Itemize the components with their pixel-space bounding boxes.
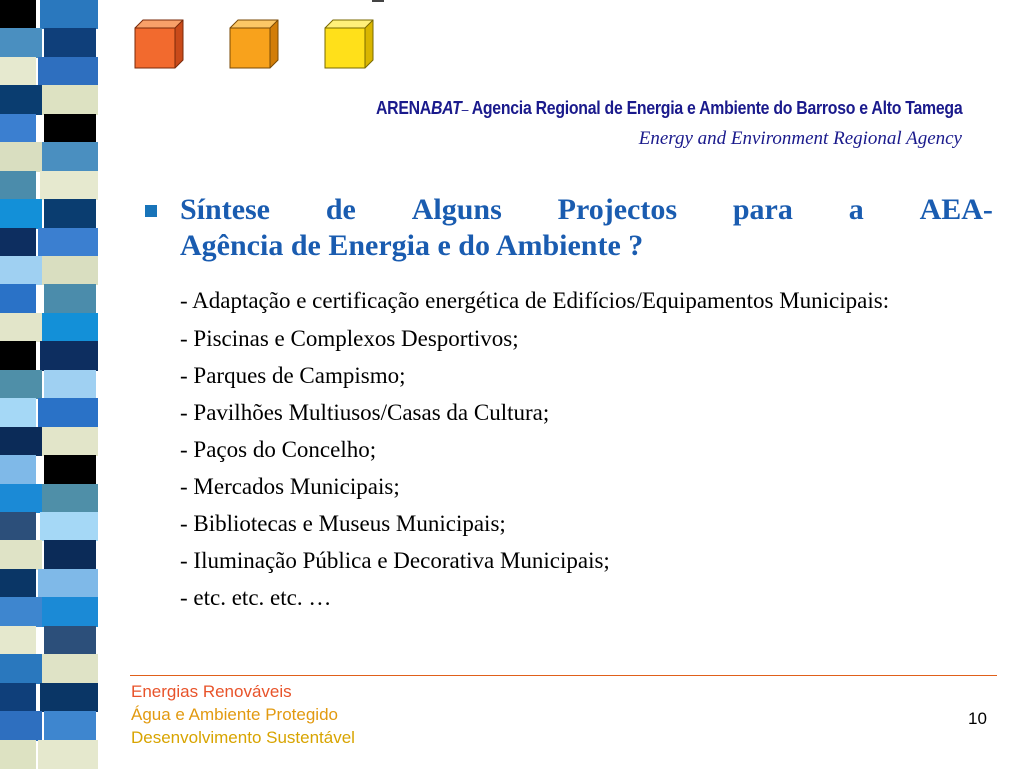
agency-subtitle: Energy and Environment Regional Agency — [638, 128, 962, 149]
strip-edge — [0, 569, 36, 598]
strip-block — [44, 455, 96, 484]
strip-edge — [0, 597, 42, 626]
strip-edge — [0, 57, 36, 86]
list-item: - Iluminação Pública e Decorativa Municipais; — [180, 548, 610, 573]
strip-edge — [0, 427, 42, 456]
agency-title — [376, 98, 962, 119]
heading-line-1 — [180, 192, 993, 228]
top-tick-mark — [372, 0, 384, 2]
strip-edge — [0, 142, 42, 171]
strip-block — [38, 569, 98, 598]
yellow-cube-icon — [323, 18, 375, 70]
strip-block — [40, 427, 98, 456]
strip-edge — [0, 711, 42, 740]
heading-word: Alguns — [411, 193, 502, 226]
strip-block — [40, 597, 98, 626]
list-item: - Paços do Concelho; — [180, 437, 377, 462]
amber-cube-icon — [228, 18, 280, 70]
strip-block — [44, 711, 96, 740]
strip-block — [38, 228, 98, 257]
strip-block — [44, 28, 96, 57]
project-list — [180, 286, 1000, 621]
strip-block — [40, 171, 98, 200]
title-dash: – — [461, 101, 468, 117]
strip-edge — [0, 114, 36, 143]
strip-block — [38, 398, 98, 427]
strip-block — [44, 114, 96, 143]
strip-edge — [0, 0, 36, 29]
list-item: - Piscinas e Complexos Desportivos; — [180, 326, 519, 351]
slide-heading — [180, 192, 993, 264]
heading-word: para — [732, 193, 793, 226]
strip-block — [38, 57, 98, 86]
title-prefix: ARENA — [375, 98, 431, 118]
heading-word: a — [848, 193, 864, 226]
strip-edge — [0, 313, 42, 342]
list-item: - Parques de Campismo; — [180, 363, 406, 388]
title-rest: Agencia Regional de Energia e Ambiente do Barroso e Alto Tamega — [467, 98, 962, 118]
heading-word: Síntese — [180, 193, 270, 226]
footer-line-3: Desenvolvimento Sustentável — [131, 728, 355, 747]
list-item: - Pavilhões Multiusos/Casas da Cultura; — [180, 400, 550, 425]
footer-line-1: Energias Renováveis — [131, 682, 292, 701]
strip-edge — [0, 171, 36, 200]
bullet-square-icon — [145, 205, 157, 217]
heading-word: de — [325, 193, 356, 226]
footer-divider — [130, 675, 997, 676]
strip-block — [44, 284, 96, 313]
strip-edge — [0, 28, 42, 57]
decorative-strip — [0, 0, 110, 768]
page-number: 10 — [968, 709, 987, 728]
strip-edge — [0, 626, 36, 655]
strip-edge — [0, 654, 42, 683]
list-item: - Mercados Municipais; — [180, 474, 400, 499]
strip-block — [40, 256, 98, 285]
strip-block — [40, 0, 98, 29]
strip-edge — [0, 484, 42, 513]
strip-edge — [0, 740, 36, 769]
heading-word: AEA- — [919, 193, 993, 226]
strip-edge — [0, 512, 36, 541]
strip-edge — [0, 683, 36, 712]
heading-word: Projectos — [557, 193, 678, 226]
strip-block — [38, 313, 98, 342]
strip-edge — [0, 540, 42, 569]
strip-block — [44, 540, 96, 569]
list-item: - Adaptação e certificação energética de Edifícios/Equipamentos Municipais: — [180, 288, 890, 313]
strip-edge — [0, 85, 42, 114]
strip-block — [40, 341, 98, 370]
strip-edge — [0, 199, 42, 228]
strip-block — [44, 626, 96, 655]
footer-slogans — [131, 680, 355, 749]
strip-block — [44, 370, 96, 399]
strip-block — [38, 484, 98, 513]
heading-line-2: Agência de Energia e do Ambiente ? — [180, 229, 644, 262]
strip-block — [38, 740, 98, 769]
strip-edge — [0, 398, 36, 427]
strip-edge — [0, 284, 36, 313]
strip-block — [40, 683, 98, 712]
strip-block — [40, 512, 98, 541]
strip-block — [38, 654, 98, 683]
strip-edge — [0, 370, 42, 399]
list-item: - etc. etc. etc. … — [180, 585, 332, 610]
strip-block — [38, 142, 98, 171]
strip-edge — [0, 228, 36, 257]
strip-block — [44, 199, 96, 228]
title-bat: BAT — [430, 98, 462, 118]
strip-edge — [0, 256, 42, 285]
list-item: - Bibliotecas e Museus Municipais; — [180, 511, 506, 536]
strip-edge — [0, 341, 36, 370]
strip-block — [40, 85, 98, 114]
strip-edge — [0, 455, 36, 484]
orange-cube-icon — [133, 18, 185, 70]
footer-line-2: Água e Ambiente Protegido — [131, 705, 338, 724]
